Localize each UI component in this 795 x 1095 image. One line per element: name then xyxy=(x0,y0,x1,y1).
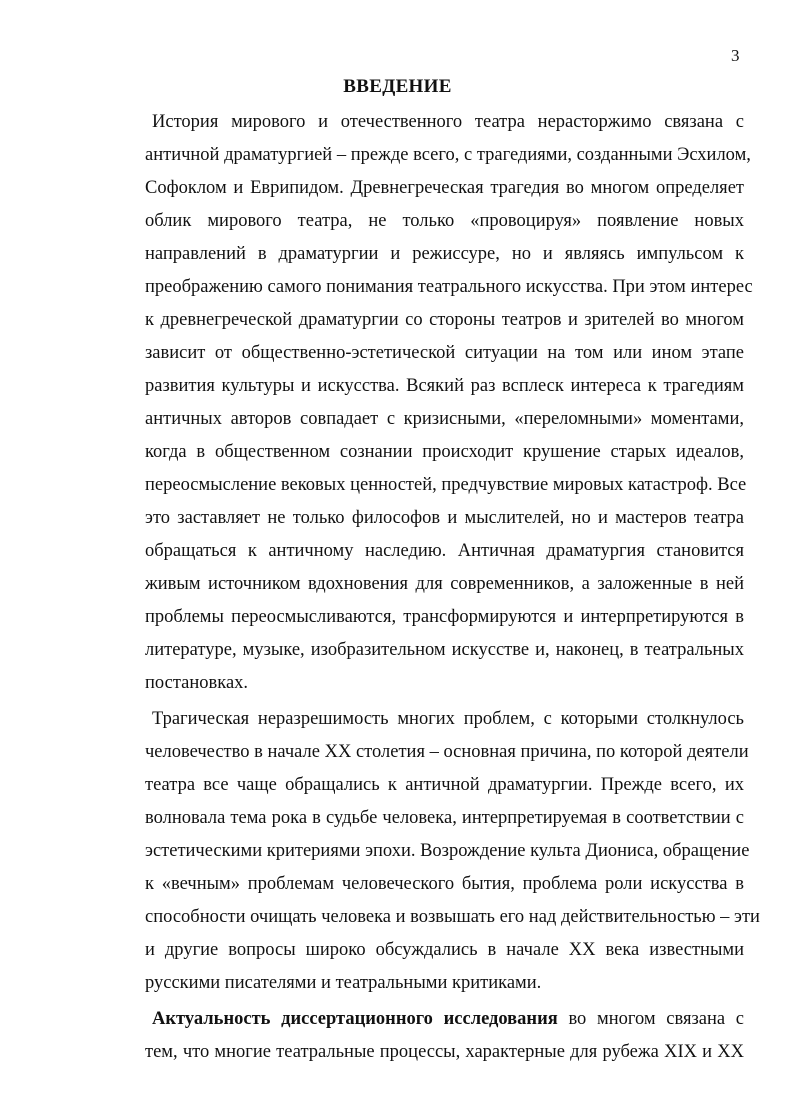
paragraph-1-line: развития культуры и искусства. Всякий раз всплеск интереса к трагедиям xyxy=(145,376,744,396)
page-number: 3 xyxy=(731,46,740,65)
paragraph-3-lead-rest: во многом связана с xyxy=(557,1009,744,1029)
paragraph-1-line: облик мирового театра, не только «провоцируя» появление новых xyxy=(145,211,744,231)
paragraph-2-line: театра все чаще обращались к античной драматургии. Прежде всего, их xyxy=(145,775,744,795)
paragraph-2-line: способности очищать человека и возвышать его над действительностью – эти xyxy=(145,907,760,927)
paragraph-1-line: История мирового и отечественного театра нерасторжимо связана с xyxy=(152,112,744,132)
paragraph-2-line: к «вечным» проблемам человеческого бытия, проблема роли искусства в xyxy=(145,874,744,894)
paragraph-2-line: эстетическими критериями эпохи. Возрождение культа Диониса, обращение xyxy=(145,841,750,861)
paragraph-1-line: античной драматургией – прежде всего, с трагедиями, созданными Эсхилом, xyxy=(145,145,751,165)
paragraph-2-line: Трагическая неразрешимость многих проблем, с которыми столкнулось xyxy=(152,709,744,729)
paragraph-1-line: проблемы переосмысливаются, трансформируются и интерпретируются в xyxy=(145,607,744,627)
paragraph-1-line: преображению самого понимания театрального искусства. При этом интерес xyxy=(145,277,753,297)
page-title: ВВЕДЕНИЕ xyxy=(343,76,452,97)
paragraph-2-line: волновала тема рока в судьбе человека, интерпретируемая в соответствии с xyxy=(145,808,744,828)
paragraph-3-line: тем, что многие театральные процессы, характерные для рубежа XIX и XX xyxy=(145,1042,744,1062)
paragraph-1-line: литературе, музыке, изобразительном искусстве и, наконец, в театральных xyxy=(145,640,744,660)
paragraph-1-line: это заставляет не только философов и мыслителей, но и мастеров театра xyxy=(145,508,744,528)
paragraph-2-line: человечество в начале XX столетия – основная причина, по которой деятели xyxy=(145,742,749,762)
paragraph-1-line: постановках. xyxy=(145,673,249,693)
paragraph-1-line: когда в общественном сознании происходит крушение старых идеалов, xyxy=(145,442,744,462)
paragraph-3-first-line xyxy=(152,1007,744,1031)
relevance-lead: Актуальность диссертационного исследования xyxy=(152,1009,558,1029)
paragraph-2-line: и другие вопросы широко обсуждались в начале XX века известными xyxy=(145,940,744,960)
paragraph-1-line: к древнегреческой драматургии со стороны театров и зрителей во многом xyxy=(145,310,744,330)
paragraph-1-line: живым источником вдохновения для современников, а заложенные в ней xyxy=(145,574,744,594)
paragraph-2-line: русскими писателями и театральными критиками. xyxy=(145,973,542,993)
paragraph-1-line: Софоклом и Еврипидом. Древнегреческая трагедия во многом определяет xyxy=(145,178,744,198)
paragraph-1-line: античных авторов совпадает с кризисными, «переломными» моментами, xyxy=(145,409,744,429)
paragraph-1-line: обращаться к античному наследию. Античная драматургия становится xyxy=(145,541,744,561)
paragraph-1-line: направлений в драматургии и режиссуре, но и являясь импульсом к xyxy=(145,244,744,264)
paragraph-1-line: зависит от общественно-эстетической ситуации на том или ином этапе xyxy=(145,343,744,363)
paragraph-1-line: переосмысление вековых ценностей, предчувствие мировых катастроф. Все xyxy=(145,475,747,495)
